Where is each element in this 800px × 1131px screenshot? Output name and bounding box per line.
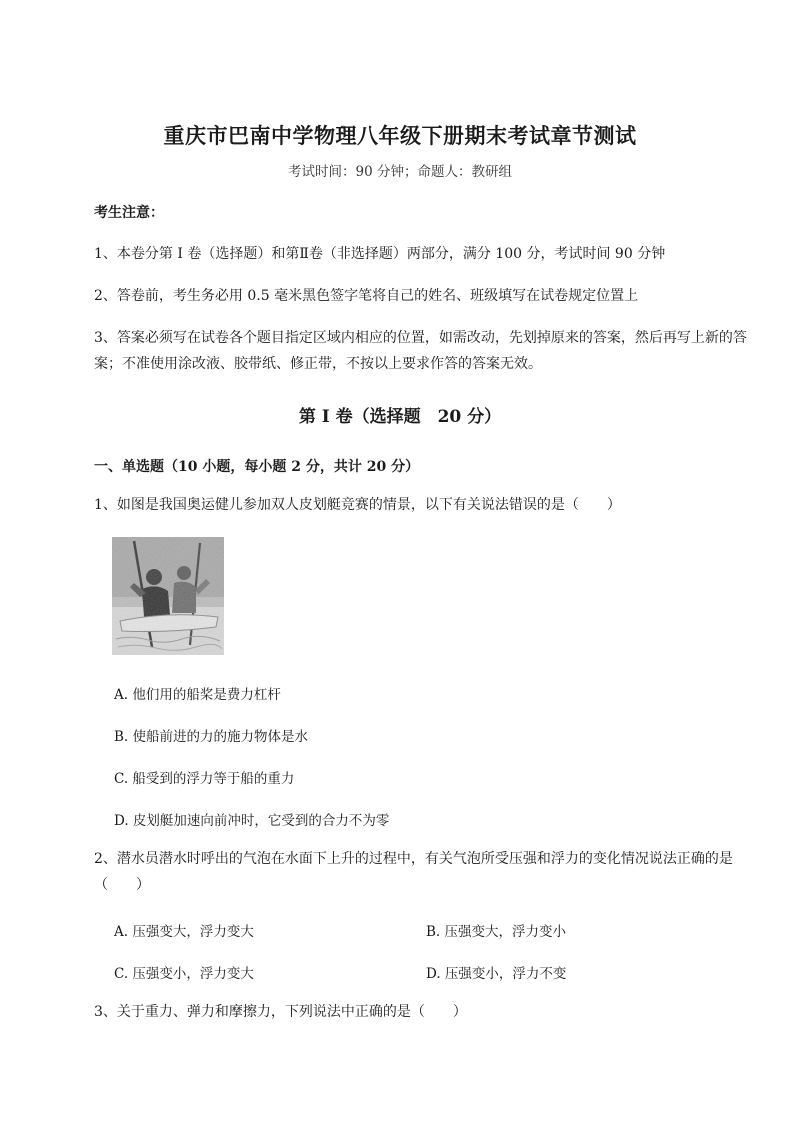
notice-item-1: 1、本卷分第 I 卷（选择题）和第Ⅱ卷（非选择题）两部分，满分 100 分，考试时间 90 分钟 bbox=[94, 246, 666, 262]
notice-heading: 考生注意： bbox=[94, 205, 164, 221]
question-2-option-d: D. 压强变小，浮力不变 bbox=[426, 966, 567, 982]
section-title: 第 I 卷（选择题 20 分） bbox=[298, 407, 502, 427]
notice-item-2: 2、答卷前，考生务必用 0.5 毫米黑色签字笔将自己的姓名、班级填写在试卷规定位置上 bbox=[94, 288, 639, 304]
question-1-option-d: D. 皮划艇加速向前冲时，它受到的合力不为零 bbox=[114, 813, 390, 829]
part-heading: 一、单选题（10 小题，每小题 2 分，共计 20 分） bbox=[94, 459, 420, 475]
question-1-option-b: B. 使船前进的力的施力物体是水 bbox=[114, 729, 309, 745]
kayak-photo bbox=[112, 537, 224, 655]
question-3-stem: 3、关于重力、弹力和摩擦力，下列说法中正确的是（ ） bbox=[94, 1004, 467, 1020]
notice-item-3: 3、答案必须写在试卷各个题目指定区域内相应的位置，如需改动，先划掉原来的答案，然后再写上新的答案；不准使用涂改液、胶带纸、修正带，不按以上要求作答的答案无效。 bbox=[94, 330, 747, 372]
exam-title: 重庆市巴南中学物理八年级下册期末考试章节测试 bbox=[163, 123, 637, 148]
question-1-option-c: C. 船受到的浮力等于船的重力 bbox=[114, 771, 295, 787]
question-2-option-a: A. 压强变大，浮力变大 bbox=[114, 924, 254, 940]
question-1-stem: 1、如图是我国奥运健儿参加双人皮划艇竞赛的情景，以下有关说法错误的是（ ） bbox=[94, 497, 621, 513]
question-2-option-c: C. 压强变小，浮力变大 bbox=[114, 966, 254, 982]
question-2-option-b: B. 压强变大，浮力变小 bbox=[426, 924, 567, 940]
question-1-option-a: A. 他们用的船桨是费力杠杆 bbox=[114, 687, 281, 703]
exam-subtitle: 考试时间：90 分钟；命题人：教研组 bbox=[288, 164, 512, 180]
question-2-stem: 2、潜水员潜水时呼出的气泡在水面下上升的过程中，有关气泡所受压强和浮力的变化情况说法正确的是（ ） bbox=[94, 851, 733, 893]
